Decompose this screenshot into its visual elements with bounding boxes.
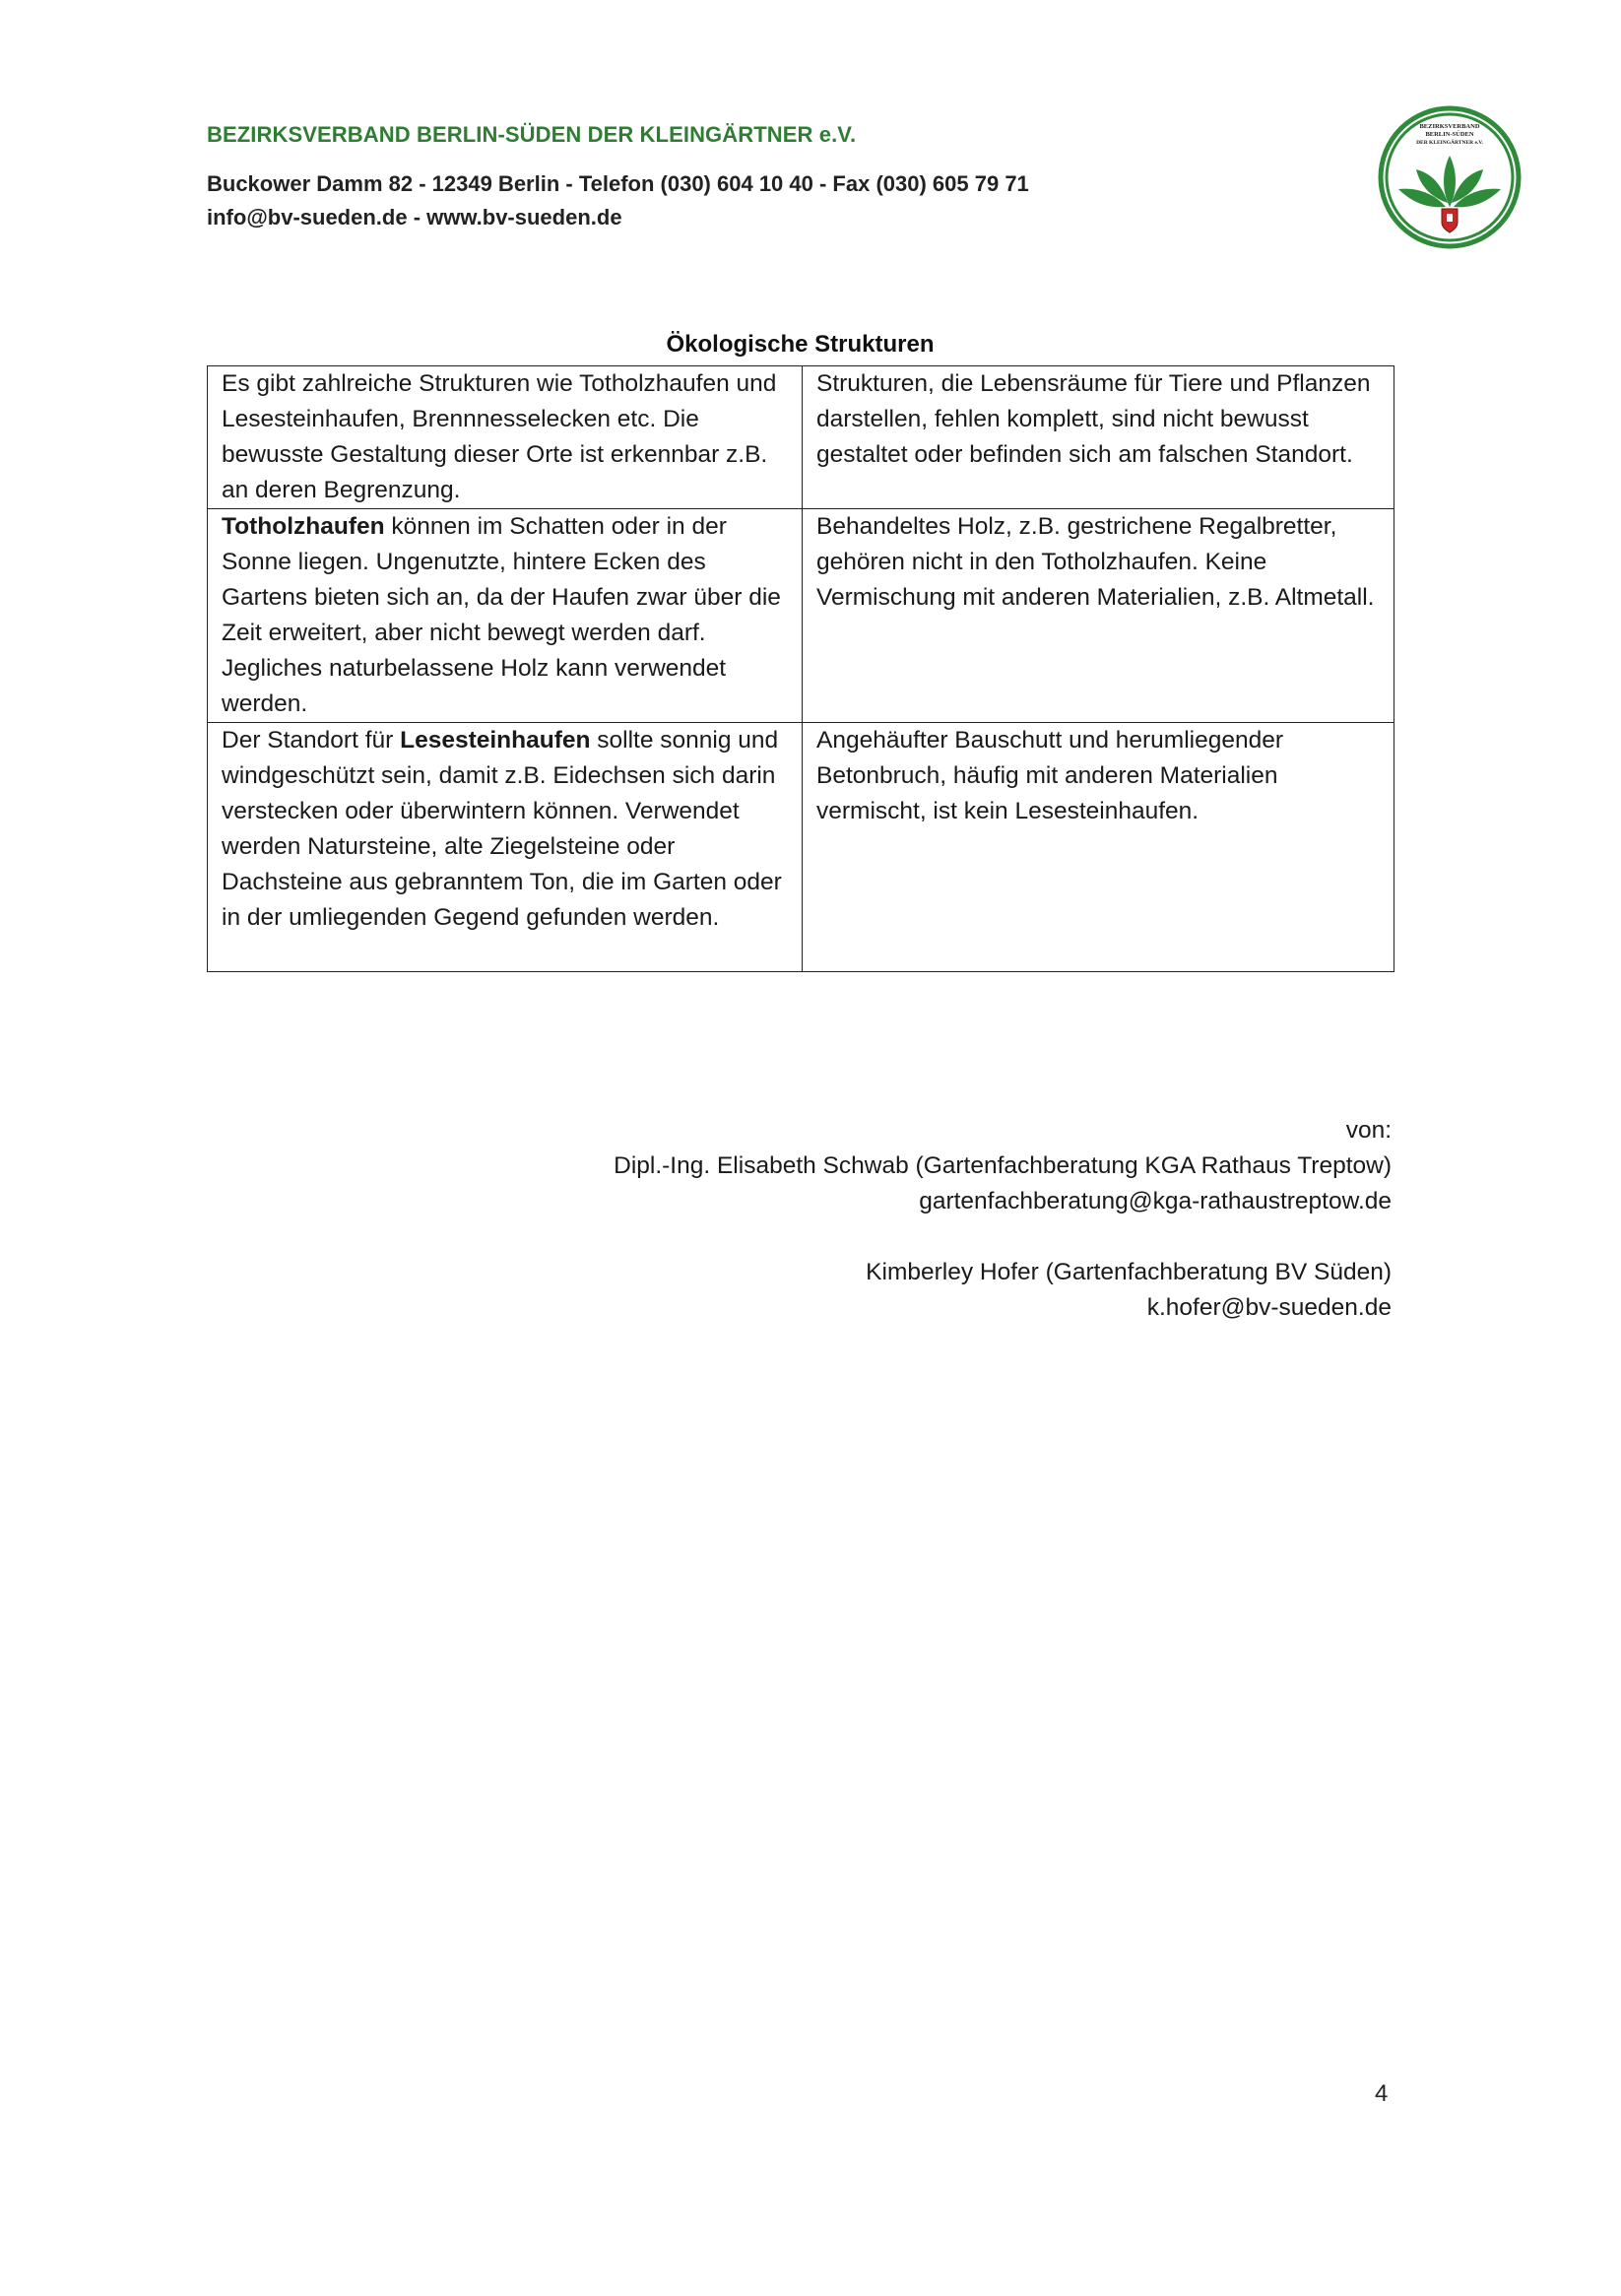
table-row bbox=[208, 723, 1394, 972]
author-2: Kimberley Hofer (Gartenfachberatung BV Süden) bbox=[866, 1259, 1392, 1285]
table-row bbox=[208, 366, 1394, 509]
table-cell-right: Behandeltes Holz, z.B. gestrichene Regalbretter, gehören nicht in den Totholzhaufen. Keine Vermischung mit anderen Materialien, z.B. Altmetall. bbox=[803, 509, 1394, 723]
email-2: k.hofer@bv-sueden.de bbox=[1146, 1294, 1392, 1321]
org-name: BEZIRKSVERBAND BERLIN-SÜDEN DER KLEINGÄRTNER e.V. bbox=[207, 122, 857, 147]
contact-line: info@bv-sueden.de - www.bv-sueden.de bbox=[207, 205, 622, 230]
page-number: 4 bbox=[1375, 2080, 1389, 2107]
ecological-structures-table bbox=[207, 365, 1394, 972]
from-label: von: bbox=[1345, 1117, 1392, 1144]
email-1: gartenfachberatung@kga-rathaustreptow.de bbox=[919, 1188, 1392, 1214]
document-title: Ökologische Strukturen bbox=[666, 331, 935, 358]
table-cell-left: Totholzhaufen können im Schatten oder in der Sonne liegen. Ungenutzte, hintere Ecken des Gartens bieten sich an, da der Haufen zwar über die Zeit erweitert, aber nicht bewegt werden darf. Jegliches naturbelassene Holz kann verwendet werden. bbox=[208, 509, 803, 723]
logo-text-2: BERLIN-SÜDEN bbox=[1425, 131, 1474, 138]
logo-text-3: DER KLEINGÄRTNER e.V. bbox=[1416, 140, 1483, 146]
table-row bbox=[208, 509, 1394, 723]
address-line: Buckower Damm 82 - 12349 Berlin - Telefon (030) 604 10 40 - Fax (030) 605 79 71 bbox=[207, 171, 1029, 196]
table-cell-left: Der Standort für Lesesteinhaufen sollte sonnig und windgeschützt sein, damit z.B. Eidechsen sich darin verstecken oder überwintern können. Verwendet werden Natursteine, alte Ziegelsteine oder Dachsteine aus gebranntem Ton, die im Garten oder in der umliegenden Gegend gefunden werden. bbox=[208, 723, 803, 972]
table-cell-left: Es gibt zahlreiche Strukturen wie Totholzhaufen und Lesesteinhaufen, Brennnesselecken etc. Die bewusste Gestaltung dieser Orte ist erkennbar z.B. an deren Begrenzung. bbox=[208, 366, 803, 509]
logo-emblem bbox=[1371, 98, 1528, 256]
table-cell-right: Strukturen, die Lebensräume für Tiere und Pflanzen darstellen, fehlen komplett, sind nicht bewusst gestaltet oder befinden sich am falschen Standort. bbox=[803, 366, 1394, 509]
author-1: Dipl.-Ing. Elisabeth Schwab (Gartenfachberatung KGA Rathaus Treptow) bbox=[614, 1152, 1392, 1179]
logo-text-1: BEZIRKSVERBAND bbox=[1419, 123, 1480, 130]
table-cell-right: Angehäufter Bauschutt und herumliegender Betonbruch, häufig mit anderen Materialien vermischt, ist kein Lesesteinhaufen. bbox=[803, 723, 1394, 972]
